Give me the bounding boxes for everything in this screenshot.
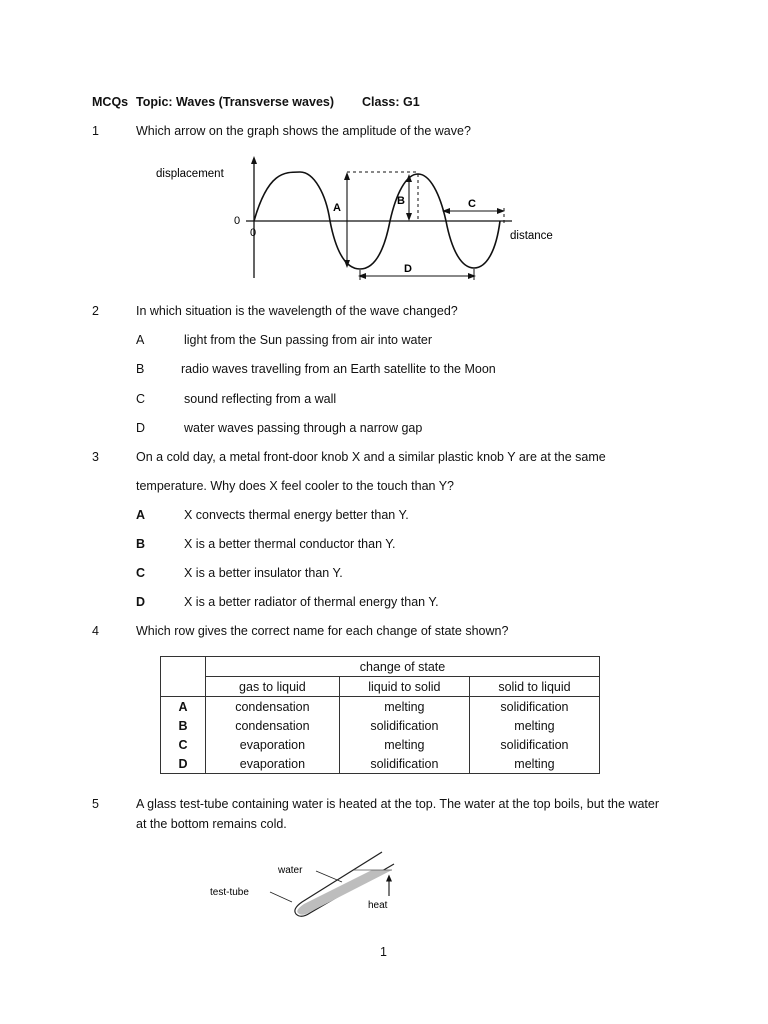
table-cell: melting xyxy=(339,735,469,754)
page-number: 1 xyxy=(380,945,387,959)
q2-option-c: sound reflecting from a wall xyxy=(184,392,337,406)
y-axis-label: displacement xyxy=(156,168,224,180)
table-row xyxy=(161,697,600,717)
test-tube-figure xyxy=(206,846,436,920)
row-letter: C xyxy=(161,735,206,754)
table-cell: solidification xyxy=(469,697,599,717)
q3-text-line1: On a cold day, a metal front-door knob X and a similar plastic knob Y are at the same xyxy=(136,450,606,464)
q2-option-letter-d: D xyxy=(136,421,146,435)
label-b: B xyxy=(397,195,405,207)
x-axis-label: distance xyxy=(510,230,553,242)
table-group-header: change of state xyxy=(206,657,600,677)
row-letter: A xyxy=(161,697,206,717)
table-column-header: liquid to solid xyxy=(339,677,469,697)
table-row xyxy=(161,735,600,754)
q5-number: 5 xyxy=(92,797,99,811)
q4-number: 4 xyxy=(92,624,99,638)
row-letter: D xyxy=(161,754,206,774)
table-column-header: gas to liquid xyxy=(206,677,340,697)
table-row xyxy=(161,716,600,735)
heat-label: heat xyxy=(368,900,388,911)
header-class: Class: G1 xyxy=(362,95,420,109)
wave-graph xyxy=(150,152,590,284)
table-row xyxy=(161,754,600,774)
change-of-state-table xyxy=(160,656,600,774)
table-cell: condensation xyxy=(206,716,340,735)
table-cell: solidification xyxy=(339,716,469,735)
water-label: water xyxy=(278,865,303,876)
q1-text: Which arrow on the graph shows the amplitude of the wave? xyxy=(136,124,471,138)
q3-option-c: X is a better insulator than Y. xyxy=(184,566,343,580)
label-d: D xyxy=(404,263,412,275)
q2-text: In which situation is the wavelength of the wave changed? xyxy=(136,304,458,318)
q5-text-line1: A glass test-tube containing water is heated at the top. The water at the top boils, but the water xyxy=(136,797,660,811)
q2-option-d: water waves passing through a narrow gap xyxy=(184,421,423,435)
q2-number: 2 xyxy=(92,304,99,318)
table-cell: melting xyxy=(469,754,599,774)
header-mcqs: MCQs xyxy=(92,95,129,109)
q3-option-b: X is a better thermal conductor than Y. xyxy=(184,537,396,551)
q5-text-line2: at the bottom remains cold. xyxy=(136,817,287,831)
table-cell: solidification xyxy=(339,754,469,774)
label-c: C xyxy=(468,198,476,210)
q2-option-a: light from the Sun passing from air into water xyxy=(184,333,433,347)
q2-option-letter-b: B xyxy=(136,362,145,376)
label-a: A xyxy=(333,202,341,214)
q2-option-b: radio waves travelling from an Earth satellite to the Moon xyxy=(181,362,496,376)
q3-option-letter-b: B xyxy=(136,537,146,551)
q2-option-letter-c: C xyxy=(136,392,146,406)
q3-option-letter-d: D xyxy=(136,595,146,609)
q1-number: 1 xyxy=(92,124,99,138)
q2-option-letter-a: A xyxy=(136,333,145,347)
origin-y-label: 0 xyxy=(234,215,241,227)
q3-option-letter-a: A xyxy=(136,508,146,522)
q3-number: 3 xyxy=(92,450,99,464)
q3-text-line2: temperature. Why does X feel cooler to the touch than Y? xyxy=(136,479,455,493)
table-column-header: solid to liquid xyxy=(469,677,599,697)
q3-option-a: X convects thermal energy better than Y. xyxy=(184,508,409,522)
q3-option-d: X is a better radiator of thermal energy than Y. xyxy=(184,595,439,609)
q4-text: Which row gives the correct name for each change of state shown? xyxy=(136,624,509,638)
table-cell: solidification xyxy=(469,735,599,754)
table-cell: melting xyxy=(469,716,599,735)
table-cell: melting xyxy=(339,697,469,717)
header-topic: Topic: Waves (Transverse waves) xyxy=(136,95,335,109)
row-letter: B xyxy=(161,716,206,735)
test-tube-label: test-tube xyxy=(210,887,249,898)
q3-option-letter-c: C xyxy=(136,566,146,580)
origin-x-label: 0 xyxy=(250,227,257,239)
table-cell: evaporation xyxy=(206,735,340,754)
table-cell: evaporation xyxy=(206,754,340,774)
table-cell: condensation xyxy=(206,697,340,717)
